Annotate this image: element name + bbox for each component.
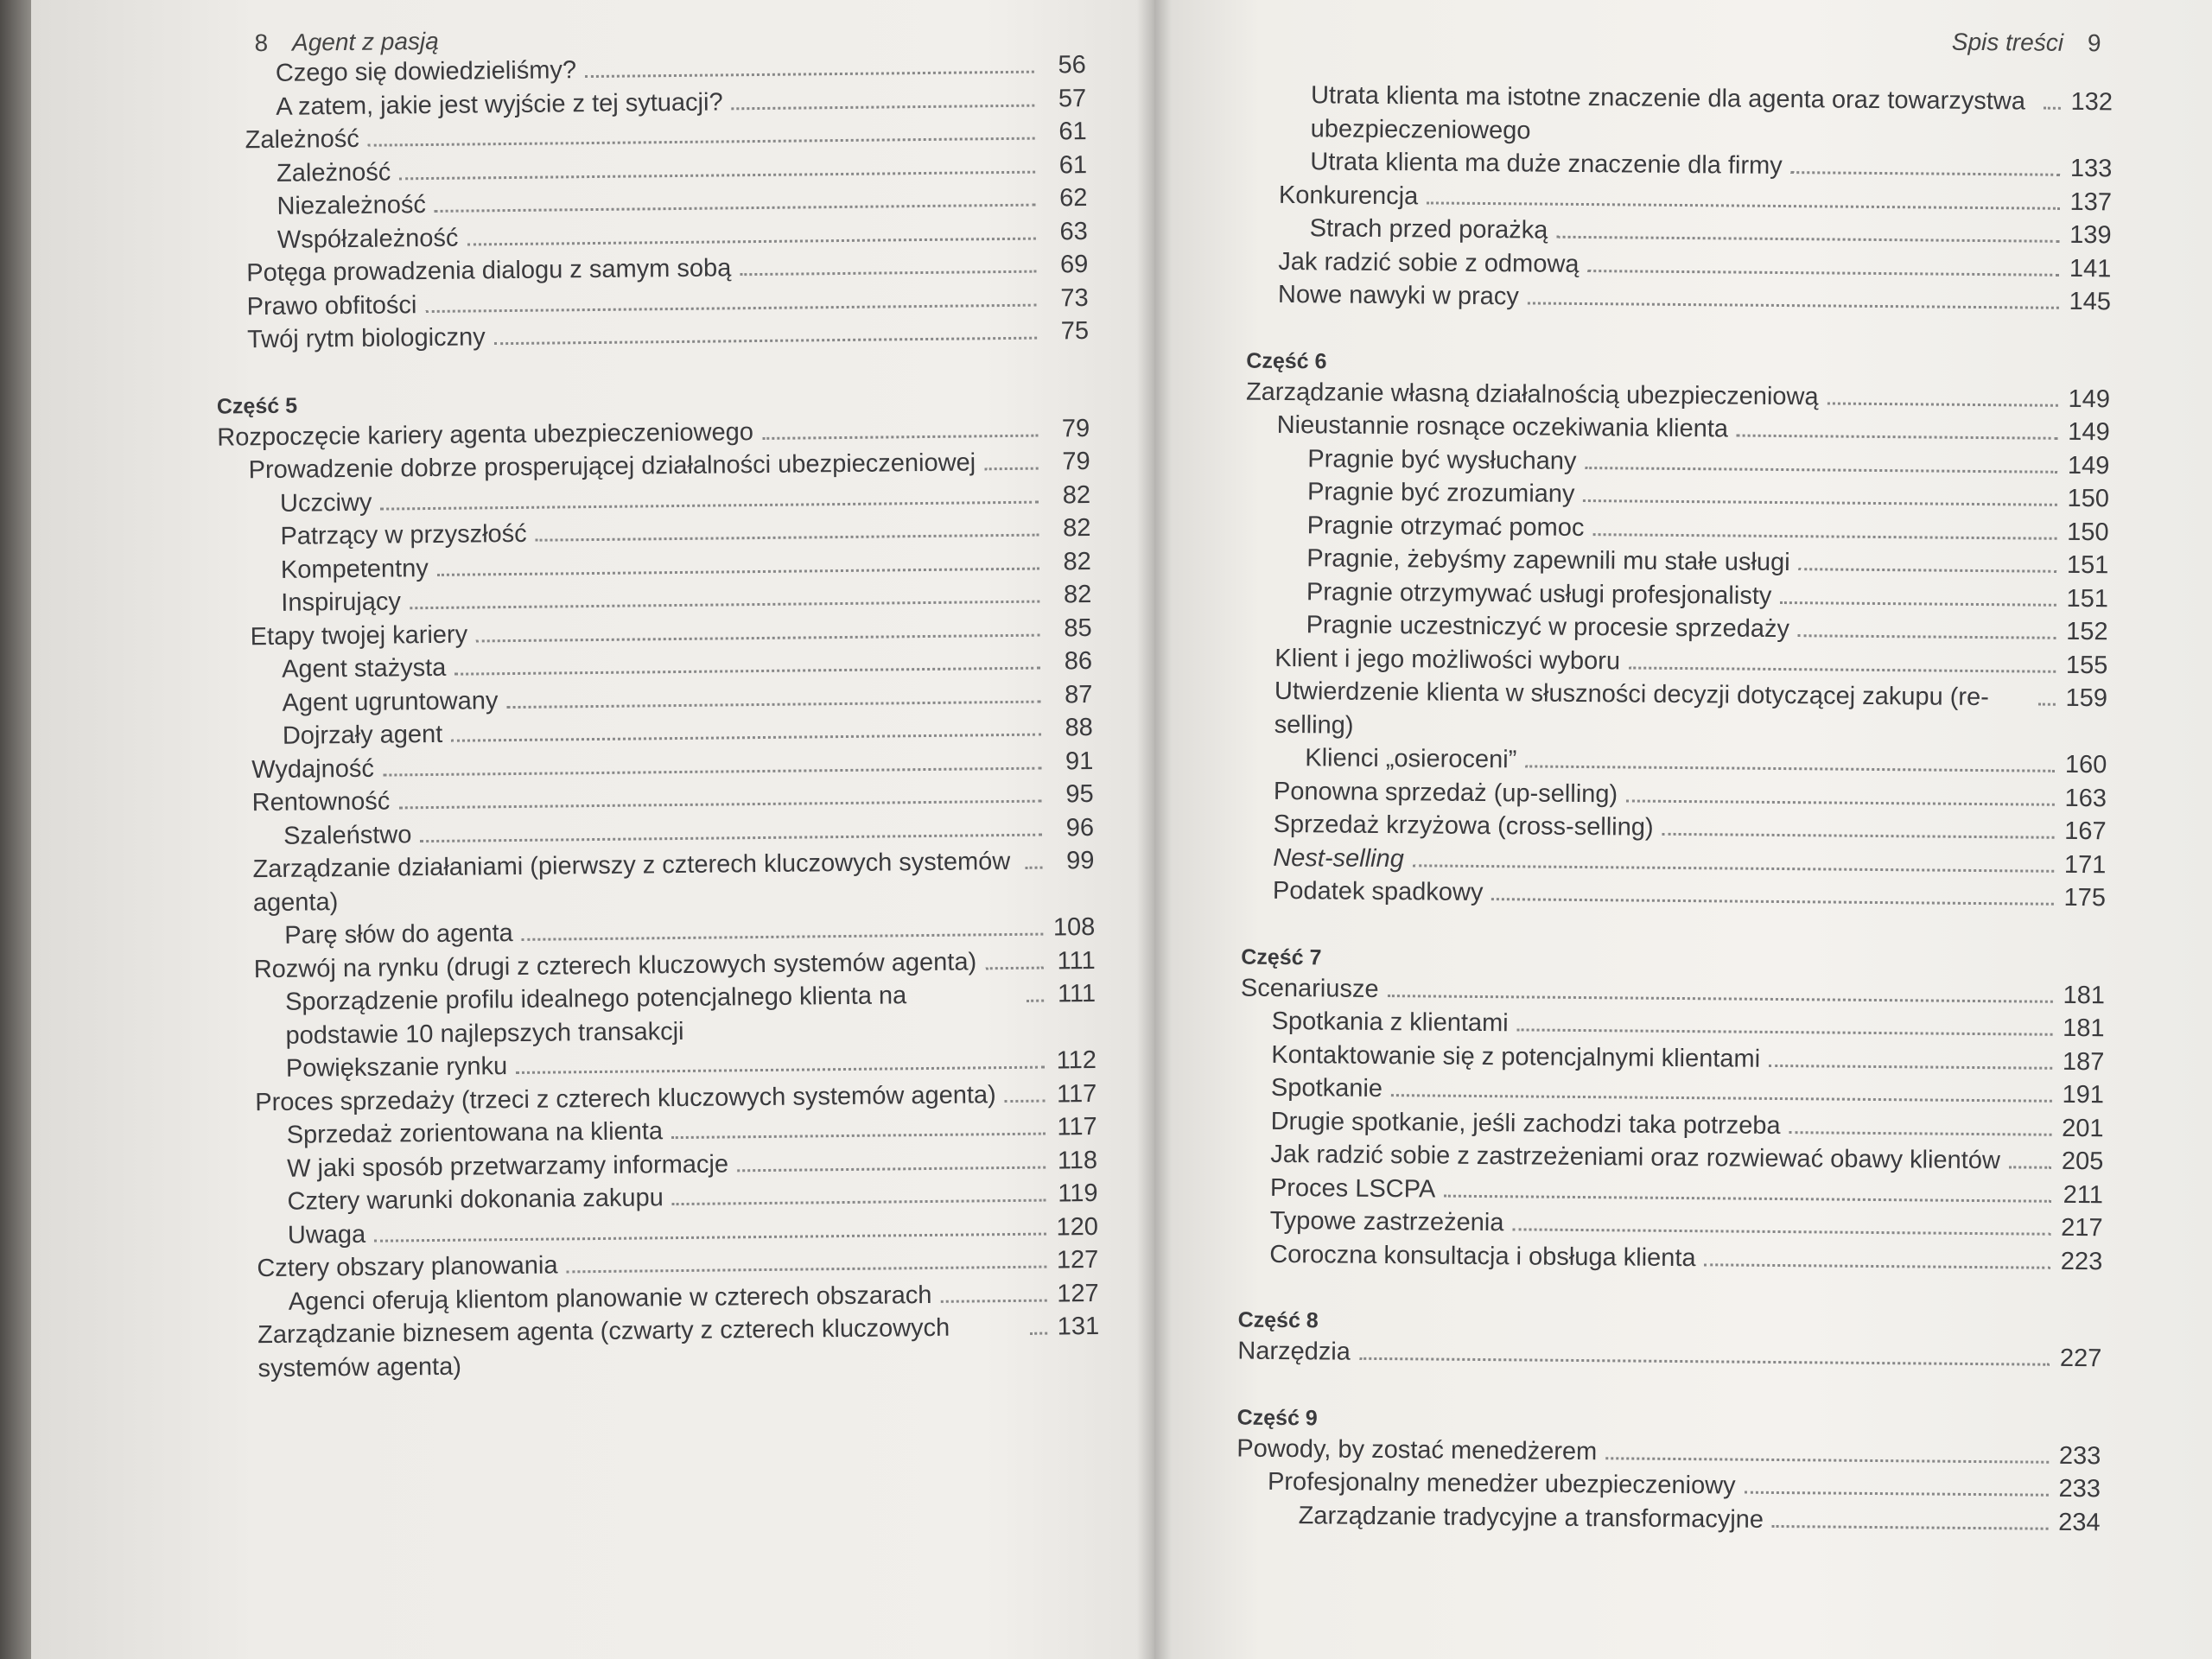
toc-entry-title: Dojrzały agent — [282, 720, 443, 750]
toc-entry-page-number: 117 — [1057, 1112, 1097, 1141]
left-page — [31, 0, 1154, 1659]
dot-leader — [410, 601, 1039, 610]
toc-entry-page-number: 108 — [1052, 912, 1096, 942]
dot-leader — [467, 237, 1035, 245]
toc-entry — [1236, 1498, 2101, 1539]
toc-entry-title: Cztery obszary planowania — [257, 1251, 558, 1283]
toc-entry-page-number: 133 — [2069, 154, 2113, 183]
dot-leader — [516, 1066, 1045, 1074]
dot-leader — [1745, 1491, 2049, 1497]
toc-entry-title: W jaki sposób przetwarzamy informacje — [286, 1149, 729, 1183]
toc-entry-page-number: 149 — [2068, 417, 2110, 447]
part-heading: Część 9 — [1236, 1405, 1318, 1430]
toc-entry-title: Pragnie, żebyśmy zapewnili mu stałe usługi — [1306, 544, 1790, 577]
toc-entry-title: Narzędzia — [1237, 1337, 1351, 1366]
dot-leader — [732, 104, 1035, 110]
toc-entry-title: Sporządzenie profilu idealnego potencjalnego klienta na podstawie 10 najlepszych transakcji — [284, 982, 907, 1050]
toc-entry-page-number: 151 — [2066, 550, 2109, 580]
dot-leader — [1528, 302, 2059, 308]
toc-entry-page-number: 62 — [1058, 184, 1088, 213]
toc-entry-page-number: 141 — [2069, 254, 2112, 283]
dot-leader — [567, 1266, 1047, 1274]
dot-leader — [437, 567, 1039, 575]
part-heading: Część 7 — [1241, 944, 1322, 969]
toc-entry-page-number: 149 — [2068, 385, 2111, 413]
dot-leader — [1629, 666, 2056, 672]
dot-leader — [1737, 435, 2058, 440]
dot-leader — [1525, 765, 2055, 772]
dot-leader — [737, 1166, 1046, 1172]
toc-entry-page-number: 217 — [2061, 1213, 2103, 1243]
dot-leader — [1592, 533, 2056, 540]
toc-entry-page-number: 201 — [2062, 1114, 2104, 1142]
toc-entry-page-number: 152 — [2066, 617, 2108, 646]
dot-leader — [1769, 1064, 2052, 1069]
dot-leader — [672, 1199, 1046, 1206]
toc-entry-title: Rozwój na rynku (drugi z czterech kluczowych systemów agenta) — [253, 947, 977, 983]
toc-entry-title: Podatek spadkowy — [1272, 876, 1484, 907]
toc-entry-title: Sprzedaż krzyżowa (cross-selling) — [1273, 810, 1654, 842]
toc-entry-page-number: 155 — [2065, 651, 2108, 679]
toc-entry-page-number: 82 — [1063, 580, 1092, 609]
dot-leader — [374, 1232, 1046, 1242]
toc-entry-title: Ponowna sprzedaż (up-selling) — [1273, 777, 1618, 808]
dot-leader — [1705, 1263, 2051, 1268]
toc-entry-title: Nieustannie rosnące oczekiwania klienta — [1276, 410, 1729, 443]
dot-leader — [1583, 499, 2057, 506]
toc-entry-title: Czego się dowiedzieliśmy? — [275, 56, 577, 87]
dot-leader — [1827, 402, 2057, 406]
toc-entry — [1238, 1237, 2102, 1278]
dot-leader — [536, 534, 1039, 542]
toc-entry-page-number: 75 — [1060, 317, 1090, 346]
toc-entry-title: Cztery warunki dokonania zakupu — [287, 1184, 664, 1216]
dot-leader — [1772, 1524, 2049, 1529]
toc-entry-page-number: 132 — [2070, 87, 2113, 117]
toc-entry-title: Coroczna konsultacja i obsługa klienta — [1269, 1240, 1696, 1272]
dot-leader — [1798, 634, 2056, 639]
toc-entry-title: Spotkania z klientami — [1271, 1007, 1509, 1038]
toc-entry — [226, 1310, 1100, 1386]
toc-entry-title: Utrata klienta ma istotne znaczenie dla agenta oraz towarzystwa ubezpieczeniowego — [1310, 81, 2026, 144]
dot-leader — [1780, 601, 2056, 607]
dot-leader — [1789, 1131, 2052, 1136]
toc-entry-page-number: 181 — [2063, 981, 2106, 1009]
dot-leader — [506, 700, 1040, 708]
toc-entry-title: Jak radzić sobie z zastrzeżeniami oraz rozwiewać obawy klientów — [1270, 1140, 2000, 1175]
book-gutter — [1137, 0, 1172, 1659]
toc-entry-title: Patrzący w przyszłość — [280, 519, 527, 550]
toc-entry-title: Uwaga — [287, 1220, 366, 1249]
dot-leader — [454, 667, 1040, 676]
toc-entry-title: Szaleństwo — [283, 820, 412, 850]
toc-entry-title: Prowadzenie dobrze prosperującej działalności ubezpieczeniowej — [248, 448, 976, 485]
toc-entry-page-number: 127 — [1056, 1245, 1099, 1274]
dot-leader — [1587, 270, 2059, 276]
dot-leader — [399, 170, 1035, 180]
toc-entry-title: Zależność — [276, 157, 391, 188]
dot-leader — [1005, 1099, 1046, 1102]
dot-leader — [1491, 898, 2054, 906]
dot-leader — [1359, 1357, 2050, 1366]
toc-entry-title: Wydajność — [251, 754, 375, 784]
dot-leader — [1030, 1332, 1047, 1335]
left-running-header — [230, 28, 439, 58]
dot-leader — [1791, 171, 2061, 176]
toc-entry-page-number: 96 — [1065, 813, 1095, 842]
toc-entry-page-number: 205 — [2061, 1147, 2104, 1176]
toc-entry-title: Potęga prowadzenia dialogu z samym sobą — [246, 254, 732, 288]
toc-entry-page-number: 117 — [1056, 1079, 1097, 1108]
toc-entry-title: Spotkanie — [1270, 1073, 1383, 1103]
toc-entry-page-number: 171 — [2063, 850, 2107, 879]
toc-entry-page-number: 233 — [2058, 1474, 2101, 1503]
toc-entry-title: Kontaktowanie się z potencjalnymi klientami — [1271, 1040, 1761, 1073]
toc-entry-page-number: 227 — [2059, 1344, 2102, 1373]
dot-leader — [762, 434, 1038, 439]
toc-entry-page-number: 175 — [2063, 883, 2107, 912]
toc-entry-title: Niezależność — [276, 191, 427, 220]
toc-entry — [221, 844, 1095, 920]
dot-leader — [1026, 867, 1043, 869]
toc-entry-page-number: 87 — [1065, 680, 1093, 709]
dot-leader — [2038, 703, 2056, 706]
toc-entry-page-number: 150 — [2067, 484, 2110, 513]
toc-entry-title: Pragnie być wysłuchany — [1307, 444, 1577, 475]
toc-entry-page-number: 119 — [1058, 1179, 1098, 1208]
toc-entry-title: Powody, by zostać menedżerem — [1236, 1434, 1598, 1465]
dot-leader — [1391, 1094, 2052, 1103]
toc-entry — [1243, 675, 2107, 749]
dot-leader — [984, 467, 1039, 471]
toc-entry — [223, 977, 1096, 1053]
toc-entry-title: Proces sprzedaży (trzeci z czterech kluczowych systemów agenta) — [255, 1080, 996, 1116]
toc-entry-title: Parę słów do agenta — [284, 919, 513, 950]
dot-leader — [1605, 1457, 2049, 1463]
toc-entry-page-number: 127 — [1057, 1279, 1099, 1307]
toc-entry-page-number: 149 — [2067, 451, 2110, 480]
toc-entry — [1237, 1335, 2101, 1376]
toc-entry-page-number: 82 — [1062, 513, 1091, 543]
dot-leader — [740, 270, 1036, 276]
toc-entry-page-number: 69 — [1059, 251, 1089, 279]
toc-entry-title: Współzależność — [276, 224, 459, 254]
dot-leader — [425, 303, 1036, 312]
toc-entry-title: Zarządzanie biznesem agenta (czwarty z czterech kluczowych systemów agenta) — [257, 1313, 950, 1382]
dot-leader — [1626, 799, 2055, 805]
toc-entry-title: Twój rytm biologiczny — [246, 323, 486, 354]
toc-entry-page-number: 187 — [2062, 1047, 2105, 1076]
toc-entry-title: Agent ugruntowany — [282, 686, 499, 717]
dot-leader — [1027, 1000, 1044, 1002]
toc-entry-page-number: 86 — [1064, 646, 1093, 676]
left-page-number: 8 — [254, 29, 269, 57]
dot-leader — [1427, 201, 2060, 209]
toc-entry — [1249, 79, 2113, 153]
dot-leader — [383, 766, 1041, 776]
toc-entry — [1242, 874, 2106, 915]
toc-entry-page-number: 56 — [1058, 51, 1086, 79]
toc-entry-title: Powiększanie rynku — [285, 1052, 508, 1083]
toc-entry-title: Prawo obfitości — [246, 290, 417, 321]
toc-entry-title: Pragnie być zrozumiany — [1306, 478, 1575, 508]
toc-entry-page-number: 99 — [1066, 846, 1095, 875]
toc-entry-title: Rentowność — [251, 787, 391, 817]
right-running-header — [1952, 29, 2126, 58]
part-heading: Część 6 — [1246, 348, 1327, 373]
dot-leader — [522, 933, 1044, 941]
toc-entry-title: Zarządzanie działaniami (pierwszy z czterech kluczowych systemów agenta) — [252, 847, 1011, 917]
dot-leader — [2009, 1166, 2051, 1168]
toc-entry-title: Zależność — [245, 124, 360, 155]
toc-entry-title: Uczciwy — [279, 488, 372, 518]
dot-leader — [585, 71, 1034, 78]
toc-entry-title: Scenariusze — [1240, 974, 1379, 1003]
toc-entry-page-number: 191 — [2062, 1080, 2105, 1109]
toc-entry-page-number: 63 — [1059, 217, 1089, 245]
right-page — [1154, 0, 2212, 1659]
toc-entry-page-number: 160 — [2064, 750, 2107, 779]
toc-entry-title: Konkurencja — [1278, 181, 1419, 210]
toc-entry-title: Utrata klienta ma duże znaczenie dla firmy — [1310, 148, 1783, 181]
toc-entry-title: Pragnie otrzymać pomoc — [1306, 511, 1585, 542]
left-toc — [213, 48, 1100, 1385]
toc-entry-page-number: 233 — [2058, 1441, 2101, 1470]
toc-entry-title: Drugie spotkanie, jeśli zachodzi taka potrzeba — [1270, 1107, 1781, 1140]
toc-entry-page-number: 118 — [1057, 1146, 1098, 1174]
toc-entry-title: Proces LSCPA — [1269, 1173, 1436, 1204]
dot-leader — [380, 500, 1039, 510]
dot-leader — [435, 204, 1036, 213]
toc-entry-page-number: 79 — [1061, 414, 1090, 442]
toc-entry-title: A zatem, jakie jest wyjście z tej sytuacji? — [276, 87, 723, 121]
toc-entry-page-number: 145 — [2069, 287, 2112, 316]
toc-entry-page-number: 167 — [2064, 817, 2107, 846]
toc-entry-title: Sprzedaż zorientowana na klienta — [286, 1117, 664, 1149]
part-heading: Część 5 — [216, 393, 298, 419]
dot-leader — [1388, 995, 2053, 1003]
dot-leader — [2044, 107, 2061, 110]
dot-leader — [1512, 1228, 2050, 1235]
dot-leader — [1585, 467, 2057, 474]
toc-entry-title: Inspirujący — [281, 588, 402, 617]
toc-entry-page-number: 79 — [1062, 448, 1090, 476]
toc-entry-page-number: 163 — [2064, 784, 2107, 812]
toc-entry-page-number: 223 — [2060, 1247, 2103, 1275]
toc-entry-title: Agent stażysta — [281, 653, 447, 683]
dot-leader — [451, 734, 1041, 742]
toc-entry-page-number: 181 — [2063, 1014, 2105, 1043]
dot-leader — [941, 1299, 1047, 1302]
toc-entry-page-number: 111 — [1057, 979, 1096, 1008]
toc-entry-page-number: 139 — [2069, 220, 2112, 250]
toc-entry-title: Typowe zastrzeżenia — [1269, 1206, 1504, 1237]
toc-entry-page-number: 82 — [1062, 480, 1091, 509]
toc-entry-title: Zarządzanie tradycyjne a transformacyjne — [1298, 1501, 1764, 1534]
left-header-title: Agent z pasją — [291, 27, 439, 56]
toc-entry-page-number: 91 — [1065, 747, 1094, 775]
toc-entry-title: Jak radzić sobie z odmową — [1278, 247, 1580, 278]
toc-entry-page-number: 85 — [1064, 613, 1092, 642]
toc-entry — [1247, 278, 2111, 319]
toc-entry-title: Zarządzanie własną działalnością ubezpieczeniową — [1245, 378, 1819, 410]
toc-entry-title: Profesjonalny menedżer ubezpieczeniowy — [1267, 1467, 1736, 1500]
dot-leader — [1444, 1194, 2051, 1202]
toc-entry-title: Klienci „osieroceni” — [1305, 744, 1517, 774]
toc-entry-title: Kompetentny — [280, 554, 429, 584]
toc-entry-page-number: 61 — [1058, 118, 1087, 146]
dot-leader — [494, 337, 1037, 346]
dot-leader — [1517, 1028, 2053, 1035]
toc-entry-page-number: 111 — [1057, 946, 1096, 975]
dot-leader — [1799, 568, 2057, 573]
toc-entry-page-number: 234 — [2058, 1508, 2101, 1536]
toc-entry-title: Nest-selling — [1273, 843, 1404, 873]
toc-entry-page-number: 159 — [2065, 683, 2108, 713]
dot-leader — [1556, 236, 2059, 243]
dot-leader — [1662, 833, 2055, 839]
dot-leader — [398, 800, 1041, 810]
toc-entry-page-number: 131 — [1057, 1312, 1100, 1341]
toc-entry-page-number: 82 — [1063, 547, 1092, 575]
toc-entry-title: Nowe nawyki w pracy — [1277, 280, 1519, 311]
toc-entry-title: Klient i jego możliwości wyboru — [1274, 644, 1621, 675]
toc-entry-title: Agenci oferują klientom planowanie w czterech obszarach — [288, 1281, 932, 1316]
part-heading: Część 8 — [1237, 1307, 1319, 1333]
toc-entry-page-number: 73 — [1060, 283, 1089, 312]
toc-entry-page-number: 88 — [1065, 713, 1094, 742]
dot-leader — [1413, 864, 2054, 872]
toc-entry-title: Pragnie uczestniczyć w procesie sprzedaży — [1306, 611, 1790, 644]
dot-leader — [368, 137, 1035, 147]
toc-entry-page-number: 95 — [1065, 779, 1094, 809]
toc-entry-page-number: 112 — [1056, 1046, 1097, 1075]
toc-entry-title: Utwierdzenie klienta w słuszności decyzji dotyczącej zakupu (re-selling) — [1274, 677, 1989, 740]
toc-entry-page-number: 211 — [2063, 1180, 2104, 1209]
toc-entry-page-number: 57 — [1058, 84, 1087, 112]
right-header-title: Spis treści — [1951, 28, 2064, 56]
toc-entry-title: Rozpoczęcie kariery agenta ubezpieczeniowego — [217, 417, 754, 452]
toc-entry-title: Strach przed porażką — [1309, 214, 1548, 245]
toc-entry-page-number: 137 — [2069, 188, 2113, 216]
dot-leader — [420, 833, 1042, 842]
right-page-number: 9 — [2087, 29, 2101, 57]
dot-leader — [671, 1133, 1046, 1140]
toc-entry-page-number: 150 — [2067, 518, 2109, 546]
toc-entry-title: Etapy twojej kariery — [250, 620, 468, 651]
toc-entry-page-number: 151 — [2066, 584, 2109, 613]
dot-leader — [476, 633, 1040, 642]
right-toc — [1236, 79, 2113, 1540]
toc-entry-page-number: 61 — [1058, 150, 1088, 179]
toc-entry-title: Pragnie otrzymywać usługi profesjonalisty — [1306, 577, 1772, 610]
dot-leader — [985, 966, 1044, 969]
toc-entry-page-number: 120 — [1056, 1212, 1099, 1241]
